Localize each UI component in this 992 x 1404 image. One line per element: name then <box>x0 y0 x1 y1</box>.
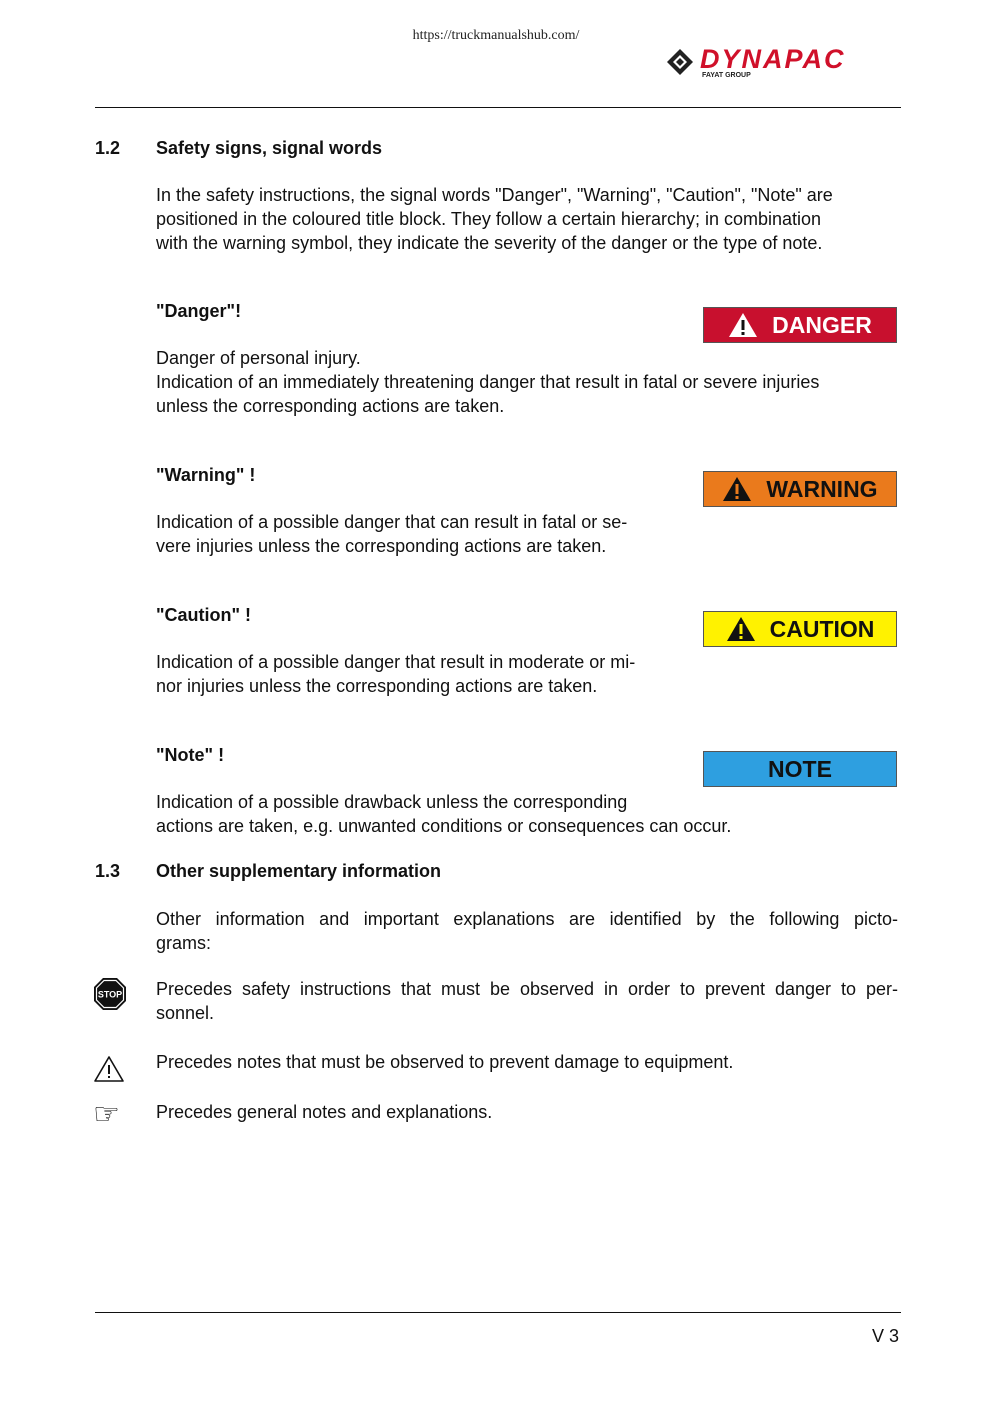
page-number: V 3 <box>871 1326 899 1346</box>
source-url: https://truckmanualshub.com/ <box>412 28 580 43</box>
text-line: Indication of a possible danger that can result in fatal or se- <box>156 512 628 532</box>
text-line: Precedes notes that must be observed to prevent damage to equipment. <box>156 1052 734 1072</box>
text-line: Danger of personal injury. <box>156 348 361 368</box>
text-line: Precedes safety instructions that must be observed in order to prevent danger to per- <box>156 979 898 999</box>
dynapac-logo <box>666 46 904 80</box>
warning-sign <box>703 471 897 507</box>
text-line: Other information and important explanations are identified by the following picto- <box>156 909 898 929</box>
pictogram-description <box>156 977 898 1025</box>
header-rule <box>95 107 901 108</box>
section-intro <box>156 183 898 255</box>
caution-sign <box>703 611 897 647</box>
warning-triangle-icon <box>722 476 752 502</box>
pointing-hand-icon: ☞ <box>93 1097 120 1132</box>
danger-sign <box>703 307 897 343</box>
text-line: nor injuries unless the corresponding actions are taken. <box>156 676 598 696</box>
note-description <box>156 790 898 838</box>
danger-sign-text: DANGER <box>772 311 872 338</box>
logo-subtitle: FAYAT GROUP <box>702 72 751 79</box>
text-line: In the safety instructions, the signal words "Danger", "Warning", "Caution", "Note" are <box>156 185 833 205</box>
warning-triangle-icon <box>726 616 756 642</box>
section-title: Other supplementary information <box>156 861 442 881</box>
text-line: Indication of a possible danger that result in moderate or mi- <box>156 652 636 672</box>
section-number: 1.3 <box>95 861 121 881</box>
section-intro <box>156 907 898 955</box>
danger-label: "Danger"! <box>156 301 242 321</box>
note-sign-text: NOTE <box>768 755 832 782</box>
text-line: positioned in the coloured title block. They follow a certain hierarchy; in combination <box>156 209 822 229</box>
footer-rule <box>95 1312 901 1313</box>
warning-label: "Warning" ! <box>156 465 256 485</box>
text-line: grams: <box>156 933 212 953</box>
text-line: actions are taken, e.g. unwanted conditions or consequences can occur. <box>156 816 732 836</box>
warning-description <box>156 510 694 558</box>
danger-description <box>156 346 898 418</box>
text-line: sonnel. <box>156 1003 215 1023</box>
note-label: "Note" ! <box>156 745 225 765</box>
warning-triangle-icon <box>93 1055 125 1083</box>
pictogram-description <box>156 1050 898 1074</box>
text-line: Precedes general notes and explanations. <box>156 1102 493 1122</box>
caution-description <box>156 650 694 698</box>
section-number: 1.2 <box>95 138 121 158</box>
text-line: unless the corresponding actions are taken. <box>156 396 505 416</box>
section-title: Safety signs, signal words <box>156 138 383 158</box>
text-line: vere injuries unless the corresponding actions are taken. <box>156 536 607 556</box>
stop-sign-icon <box>93 977 127 1011</box>
warning-sign-text: WARNING <box>766 475 878 502</box>
caution-sign-text: CAUTION <box>769 615 875 642</box>
text-line: Indication of an immediately threatening danger that result in fatal or severe injuries <box>156 372 820 392</box>
caution-label: "Caution" ! <box>156 605 252 625</box>
dynapac-diamond-icon <box>666 48 694 76</box>
text-line: with the warning symbol, they indicate the severity of the danger or the type of note. <box>156 233 823 253</box>
warning-triangle-icon <box>728 312 758 338</box>
note-sign <box>703 751 897 787</box>
text-line: Indication of a possible drawback unless the corresponding <box>156 792 628 812</box>
pictogram-description <box>156 1100 898 1124</box>
logo-wordmark: DYNAPAC <box>700 44 846 74</box>
stop-sign-text: STOP <box>97 989 123 1000</box>
